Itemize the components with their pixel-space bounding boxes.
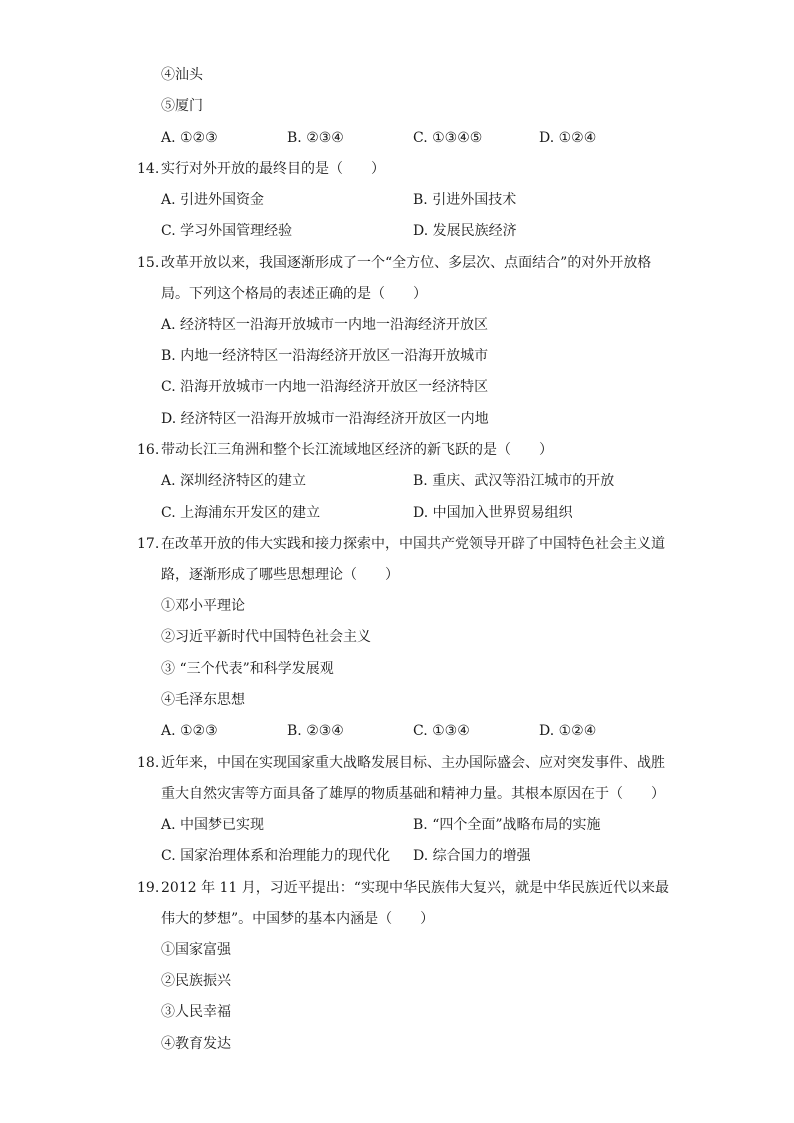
q15-option-a: A. 经济特区一沿海开放城市一内地一沿海经济开放区 [161,317,489,333]
q17-stem-line1: 在改革开放的伟大实践和接力探索中，中国共产党领导开辟了中国特色社会主义道 [161,536,665,552]
q14-option-a: A. 引进外国资金 [161,192,265,208]
q19-item-2: ②民族振兴 [161,973,231,989]
q14-option-c: C. 学习外国管理经验 [161,223,293,239]
q13-option-d: D. ①②④ [539,130,597,146]
q17-stem-line2: 路，逐渐形成了哪些思想理论（ ） [161,567,399,583]
q18-stem-line1: 近年来，中国在实现国家重大战略发展目标、主办国际盛会、应对突发事件、战胜 [161,755,665,771]
q16-option-a: A. 深圳经济特区的建立 [161,473,307,489]
q19-item-4: ④教育发达 [161,1036,231,1052]
q15-option-d: D. 经济特区一沿海开放城市一沿海经济开放区一内地 [161,411,489,427]
q19-item-1: ①国家富强 [161,942,231,958]
q17-item-3: ③ “三个代表”和科学发展观 [161,661,334,677]
q14-stem: 实行对外开放的最终目的是（ ） [161,161,385,177]
q15-stem-line1: 改革开放以来，我国逐渐形成了一个“全方位、多层次、点面结合”的对外开放格 [161,255,652,271]
q17-item-2: ②习近平新时代中国特色社会主义 [161,629,371,645]
q15-stem-line2: 局。下列这个格局的表述正确的是（ ） [161,286,427,302]
q18-number: 18. [137,755,160,771]
q15-number: 15. [137,255,160,271]
q16-stem: 带动长江三角洲和整个长江流域地区经济的新飞跃的是（ ） [161,442,553,458]
q13-item-5: ⑤厦门 [161,98,203,114]
q16-option-d: D. 中国加入世界贸易组织 [413,505,573,521]
q19-stem-line1: 2012 年 11 月，习近平提出：“实现中华民族伟大复兴，就是中华民族近代以来最 [161,880,669,896]
q19-number: 19. [137,880,160,896]
q18-option-c: C. 国家治理体系和治理能力的现代化 [161,848,391,864]
q18-stem-line2: 重大自然灾害等方面具备了雄厚的物质基础和精神力量。其根本原因在于（ ） [161,786,665,802]
q17-option-c: C. ①③④ [413,723,470,739]
q14-number: 14. [137,161,160,177]
q18-option-b: B. “四个全面”战略布局的实施 [413,817,601,833]
q13-item-4: ④汕头 [161,67,203,83]
q14-option-b: B. 引进外国技术 [413,192,517,208]
q19-item-3: ③人民幸福 [161,1004,231,1020]
q17-number: 17. [137,536,160,552]
q16-number: 16. [137,442,160,458]
q16-option-b: B. 重庆、武汉等沿江城市的开放 [413,473,615,489]
q18-option-d: D. 综合国力的增强 [413,848,531,864]
q19-stem-line2: 伟大的梦想”。中国梦的基本内涵是（ ） [161,911,435,927]
q17-item-1: ①邓小平理论 [161,598,245,614]
q13-option-b: B. ②③④ [287,130,344,146]
q17-option-a: A. ①②③ [161,723,218,739]
q14-option-d: D. 发展民族经济 [413,223,517,239]
q15-option-b: B. 内地一经济特区一沿海经济开放区一沿海开放城市 [161,348,489,364]
q16-option-c: C. 上海浦东开发区的建立 [161,505,321,521]
q13-option-c: C. ①③④⑤ [413,130,483,146]
q18-option-a: A. 中国梦已实现 [161,817,265,833]
q15-option-c: C. 沿海开放城市一内地一沿海经济开放区一经济特区 [161,379,489,395]
q13-option-a: A. ①②③ [161,130,218,146]
q17-option-b: B. ②③④ [287,723,344,739]
q17-item-4: ④毛泽东思想 [161,692,245,708]
q17-option-d: D. ①②④ [539,723,597,739]
